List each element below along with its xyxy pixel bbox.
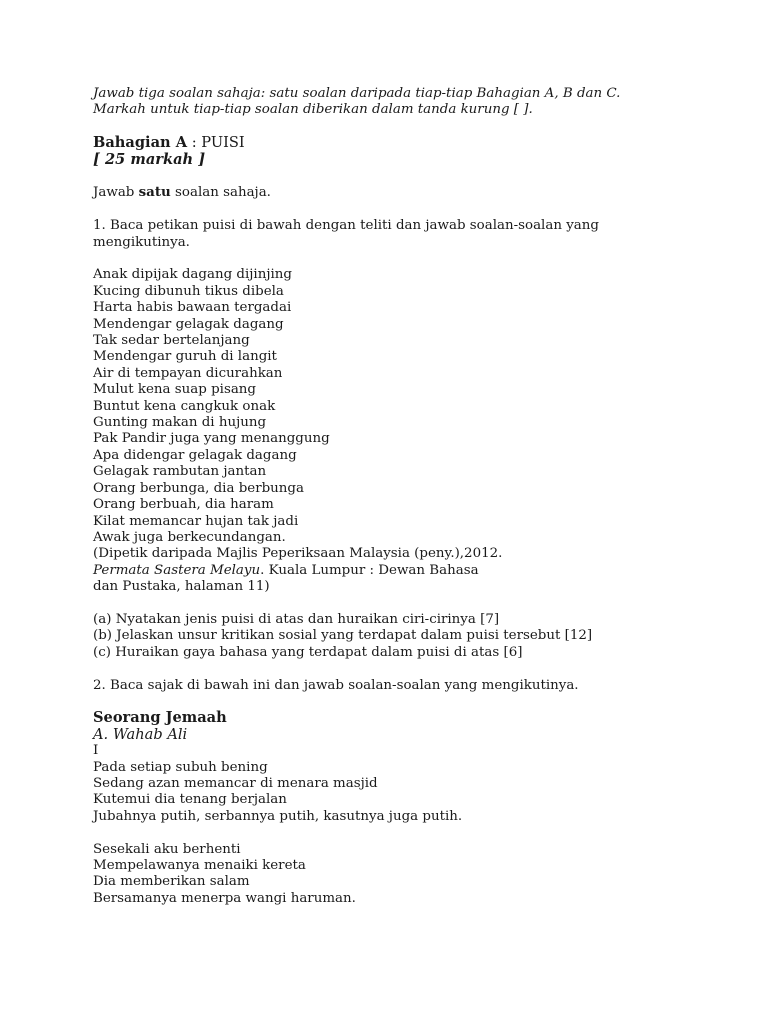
question-1-prompt-line-2: mengikutinya. [93,234,190,250]
poem-1-line: Mendengar gelagak dagang [93,316,284,332]
subquestion-c: (c) Huraikan gaya bahasa yang terdapat dalam puisi di atas [6] [93,644,523,660]
source-citation-line-2 [93,563,733,579]
spacer [93,202,733,218]
poem-1-line: Awak juga berkecundangan. [93,529,286,545]
section-a-marks: [ 25 markah ] [93,150,206,168]
question-2-prompt: 2. Baca sajak di bawah ini dan jawab soalan-soalan yang mengikutinya. [93,677,579,693]
section-a-title-bold: Bahagian A [93,134,188,152]
subquestion-a: (a) Nyatakan jenis puisi di atas dan huraikan ciri-cirinya [7] [93,611,500,627]
poem-2-line: Jubahnya putih, serbannya putih, kasutnya juga putih. [93,808,463,824]
poem-1-line: Tak sedar bertelanjang [93,333,250,349]
subquestion-b: (b) Jelaskan unsur kritikan sosial yang terdapat dalam puisi tersebut [12] [93,628,593,644]
poem-1-line: Kilat memancar hujan tak jadi [93,513,299,529]
poem-1-line: Anak dipijak dagang dijinjing [93,267,292,283]
poem-1-line: Pak Pandir juga yang menanggung [93,431,330,447]
question-1-prompt-line-1: 1. Baca petikan puisi di bawah dengan teliti dan jawab soalan-soalan yang [93,218,599,234]
section-a-instruction [93,184,733,201]
poem-2-line: Sesekali aku berhenti [93,841,241,857]
section-a-title-rest: : PUISI [187,134,245,152]
poem-2-line: Dia memberikan salam [93,874,250,890]
poem-1-line: Gunting makan di hujung [93,415,267,431]
spacer [93,119,733,135]
exam-content [93,86,733,907]
spacer [93,694,733,710]
instruction-bold: satu [138,184,171,201]
instruction-pre: Jawab [93,185,139,201]
poem-1-line: Mendengar guruh di langit [93,349,277,365]
source-citation-line-1: (Dipetik daripada Majlis Peperiksaan Malaysia (peny.),2012. [93,546,503,562]
spacer [93,661,733,677]
spacer [93,825,733,841]
intro-line-2: Markah untuk tiap-tiap soalan diberikan dalam tanda kurung [ ]. [93,102,533,118]
poem-1-line: Gelagak rambutan jantan [93,464,267,480]
poem-1-line: Orang berbunga, dia berbunga [93,480,304,496]
poem-1-line: Kucing dibunuh tikus dibela [93,283,284,299]
poem-2-author: A. Wahab Ali [93,725,188,743]
spacer [93,168,733,184]
poem-2-line: Kutemui dia tenang berjalan [93,792,287,808]
poem-2-line: Bersamanya menerpa wangi haruman. [93,890,356,906]
spacer [93,251,733,267]
poem-1-line: Air di tempayan dicurahkan [93,365,283,381]
source-publisher: . Kuala Lumpur : Dewan Bahasa [260,562,479,578]
poem-2-line: Sedang azan memancar di menara masjid [93,775,378,791]
poem-2-stanza-2 [93,842,733,908]
poem-1-line: Mulut kena suap pisang [93,382,256,398]
intro-line-1: Jawab tiga soalan sahaja: satu soalan daripada tiap-tiap Bahagian A, B dan C. [93,86,621,101]
poem-1-line: Apa didengar gelagak dagang [93,447,297,463]
source-book-title: Permata Sastera Melayu [93,562,261,578]
spacer [93,596,733,612]
stanza-number: I [93,743,99,759]
poem-2-line: Mempelawanya menaiki kereta [93,857,306,873]
poem-2-line: Pada setiap subuh bening [93,759,268,775]
instruction-post: soalan sahaja. [170,185,271,201]
source-citation-line-3: dan Pustaka, halaman 11) [93,579,270,595]
poem-1-line: Orang berbuah, dia haram [93,497,274,513]
poem-2-title: Seorang Jemaah [93,709,227,727]
poem-1-line: Buntut kena cangkuk onak [93,398,276,414]
poem-1 [93,267,733,546]
section-a-title [93,135,733,151]
poem-1-line: Harta habis bawaan tergadai [93,300,292,316]
poem-2-stanza-1 [93,760,733,826]
